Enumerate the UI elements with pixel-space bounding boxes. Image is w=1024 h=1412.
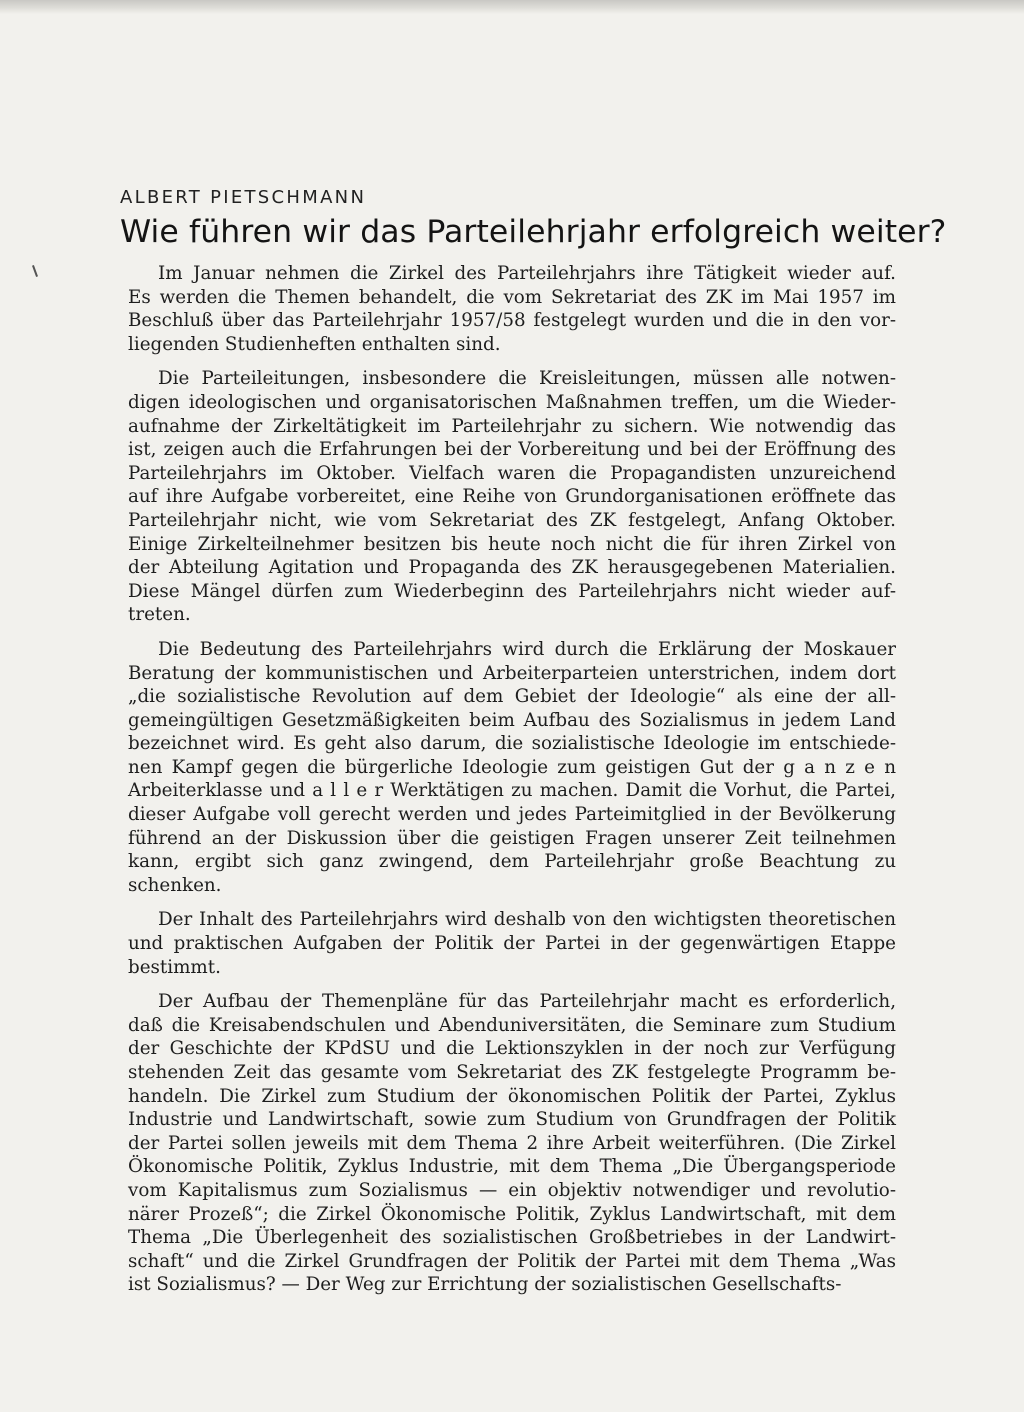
- text-line: Beratung der kommunistischen und Arbeiterparteien unterstrichen, indem dort: [128, 662, 896, 684]
- page-top-edge: [0, 0, 1024, 14]
- text-line: Thema „Die Überlegenheit des sozialistischen Großbetriebes in der Landwirt-: [128, 1227, 896, 1249]
- text-line: Die Parteileitungen, insbesondere die Kreisleitungen, müssen alle notwen-: [158, 368, 896, 390]
- text-line: ist Sozialismus? — Der Weg zur Errichtung der sozialistischen Gesellschafts-: [128, 1274, 842, 1296]
- article-body: [128, 262, 896, 1308]
- body-paragraph: [128, 262, 896, 356]
- text-line: daß die Kreisabendschulen und Abenduniversitäten, die Seminare zum Studium: [128, 1014, 896, 1036]
- text-line: närer Prozeß“; die Zirkel Ökonomische Politik, Zyklus Landwirtschaft, mit dem: [128, 1203, 896, 1225]
- text-line: vom Kapitalismus zum Sozialismus — ein objektiv notwendiger und revolutio-: [128, 1179, 896, 1201]
- text-line: Einige Zirkelteilnehmer besitzen bis heute noch nicht die für ihren Zirkel von: [128, 533, 896, 555]
- margin-mark: [32, 265, 38, 277]
- body-paragraph: [128, 908, 896, 979]
- text-line: stehenden Zeit das gesamte vom Sekretariat des ZK festgelegte Programm be-: [128, 1062, 896, 1083]
- text-line: gemeingültigen Gesetzmäßigkeiten beim Aufbau des Sozialismus in jedem Land: [128, 709, 896, 731]
- body-paragraph: [128, 990, 896, 1297]
- text-line: und praktischen Aufgaben der Politik der Partei in der gegenwärtigen Etappe: [128, 933, 896, 955]
- article-author: ALBERT PIETSCHMANN: [120, 187, 367, 208]
- text-line: schenken.: [128, 874, 222, 896]
- text-line: ist, zeigen auch die Erfahrungen bei der Vorbereitung und bei der Eröffnung des: [128, 439, 896, 461]
- text-line: Parteilehrjahr nicht, wie vom Sekretariat des ZK festgelegt, Anfang Oktober.: [128, 509, 896, 531]
- text-line: der Geschichte der KPdSU und die Lektionszyklen in der noch zur Verfügung: [128, 1038, 896, 1060]
- text-line: Arbeiterklasse und a l l e r Werktätigen zu machen. Damit die Vorhut, die Partei,: [128, 780, 896, 802]
- text-line: handeln. Die Zirkel zum Studium der ökonomischen Politik der Partei, Zyklus: [128, 1085, 896, 1107]
- text-line: nen Kampf gegen die bürgerliche Ideologie zum geistigen Gut der g a n z e n: [128, 756, 896, 778]
- text-line: „die sozialistische Revolution auf dem Gebiet der Ideologie“ als eine der all-: [128, 686, 896, 708]
- text-line: bestimmt.: [128, 956, 221, 978]
- text-line: Der Inhalt des Parteilehrjahrs wird deshalb von den wichtigsten theoretischen: [158, 909, 896, 931]
- text-line: Im Januar nehmen die Zirkel des Parteilehrjahrs ihre Tätigkeit wieder auf.: [158, 263, 896, 284]
- text-line: Parteilehrjahrs im Oktober. Vielfach waren die Propagandisten unzureichend: [128, 462, 896, 484]
- text-line: Der Aufbau der Themenpläne für das Parteilehrjahr macht es erforderlich,: [158, 991, 896, 1013]
- text-line: auf ihre Aufgabe vorbereitet, eine Reihe von Grundorganisationen eröffnete das: [128, 486, 896, 508]
- body-paragraph: [128, 367, 896, 627]
- text-line: Beschluß über das Parteilehrjahr 1957/58 festgelegt wurden und die in den vor-: [128, 310, 896, 332]
- text-line: kann, ergibt sich ganz zwingend, dem Parteilehrjahr große Beachtung zu: [128, 851, 896, 873]
- text-line: digen ideologischen und organisatorischen Maßnahmen treffen, um die Wieder-: [128, 391, 896, 413]
- text-line: treten.: [128, 604, 191, 626]
- body-paragraph: [128, 638, 896, 898]
- text-line: aufnahme der Zirkeltätigkeit im Parteilehrjahr zu sichern. Wie notwendig das: [128, 415, 896, 437]
- article-title: Wie führen wir das Parteilehrjahr erfolgreich weiter?: [120, 214, 947, 250]
- text-line: führend an der Diskussion über die geistigen Fragen unserer Zeit teilnehmen: [128, 827, 896, 849]
- text-line: schaft“ und die Zirkel Grundfragen der Politik der Partei mit dem Thema „Was: [128, 1250, 896, 1272]
- text-line: bezeichnet wird. Es geht also darum, die sozialistische Ideologie im entschiede-: [128, 733, 896, 755]
- text-line: der Abteilung Agitation und Propaganda des ZK herausgegebenen Materialien.: [128, 557, 896, 579]
- text-line: dieser Aufgabe voll gerecht werden und jedes Parteimitglied in der Bevölkerung: [128, 804, 896, 826]
- text-line: Industrie und Landwirtschaft, sowie zum Studium von Grundfragen der Politik: [128, 1109, 896, 1131]
- text-line: Die Bedeutung des Parteilehrjahrs wird durch die Erklärung der Moskauer: [158, 638, 896, 660]
- text-line: Diese Mängel dürfen zum Wiederbeginn des Parteilehrjahrs nicht wieder auf-: [128, 580, 896, 602]
- text-line: Ökonomische Politik, Zyklus Industrie, mit dem Thema „Die Übergangsperiode: [128, 1156, 896, 1178]
- text-line: liegenden Studienheften enthalten sind.: [128, 333, 501, 355]
- text-line: Es werden die Themen behandelt, die vom Sekretariat des ZK im Mai 1957 im: [128, 286, 896, 308]
- text-line: der Partei sollen jeweils mit dem Thema 2 ihre Arbeit weiterführen. (Die Zirkel: [128, 1132, 896, 1154]
